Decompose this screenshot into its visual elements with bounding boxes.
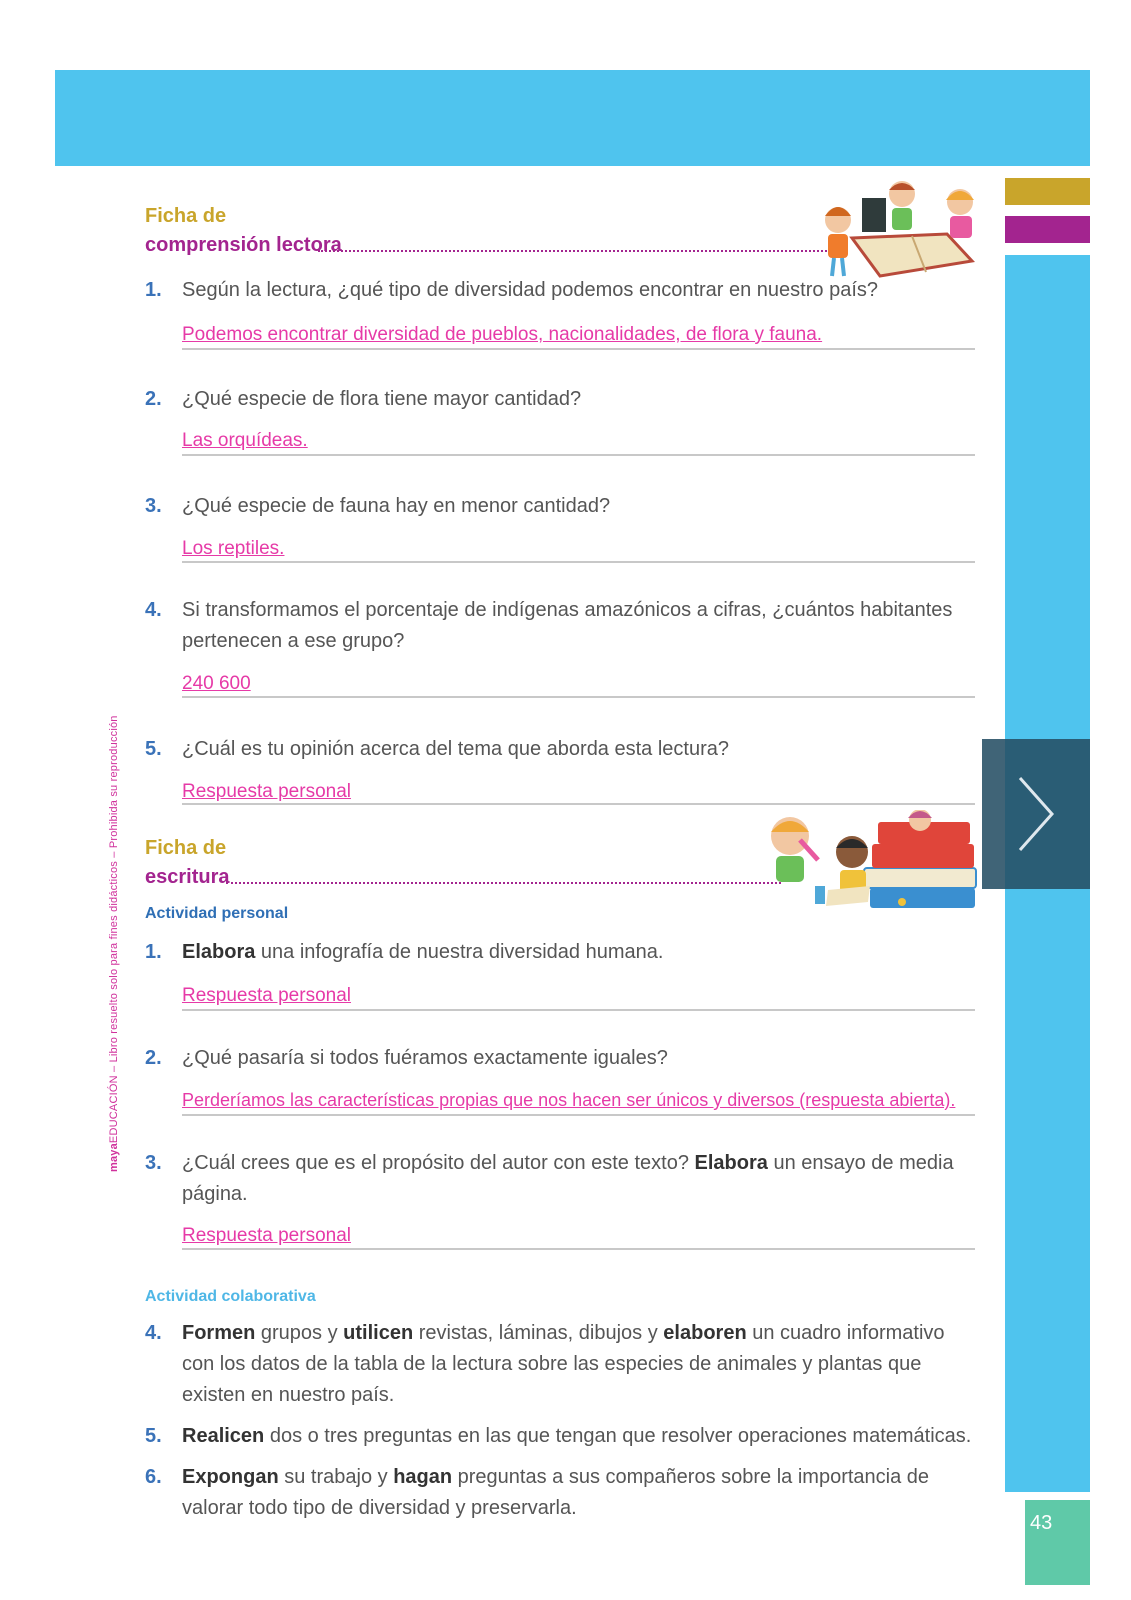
- writing-q3-answer-line: [182, 1248, 975, 1250]
- writing-q1-rest: una infografía de nuestra diversidad humana.: [255, 941, 664, 963]
- reading-q2-answer: Las orquídeas.: [182, 430, 308, 451]
- writing-q4-part3: un cuadro informativo con los datos de la tabla de la lectura sobre las especies de animales y plantas que existen en nuestro país.: [182, 1322, 945, 1406]
- reading-q1-text: Según la lectura, ¿qué tipo de diversidad podemos encontrar en nuestro país?: [182, 279, 878, 301]
- writing-q6-text: [182, 1462, 972, 1524]
- writing-q2-answer-line: [182, 1114, 975, 1116]
- reading-q3-answer-line: [182, 561, 975, 563]
- writing-q3-number: 3.: [145, 1152, 162, 1174]
- page-number: 43: [1030, 1512, 1053, 1534]
- reading-q4-number: 4.: [145, 599, 162, 621]
- writing-title-line1: Ficha de: [145, 837, 227, 859]
- writing-q4-part1: grupos y: [255, 1322, 344, 1344]
- reading-q2-text: ¿Qué especie de flora tiene mayor cantidad?: [182, 388, 582, 410]
- writing-q5-verb: Realicen: [182, 1425, 265, 1447]
- reading-q5-answer-line: [182, 803, 975, 805]
- writing-q3-text: [182, 1148, 972, 1210]
- writing-q4-text: [182, 1318, 977, 1411]
- writing-q2-text: ¿Qué pasaría si todos fuéramos exactamente iguales?: [182, 1047, 668, 1069]
- reading-dotted-rule: [318, 250, 838, 252]
- writing-q1-verb: Elabora: [182, 941, 256, 963]
- writing-q6-number: 6.: [145, 1466, 162, 1488]
- writing-q3-part2: un ensayo de media página.: [182, 1152, 954, 1205]
- reading-q2-number: 2.: [145, 388, 162, 410]
- reading-q1-answer-line: [182, 348, 975, 350]
- chevron-right-icon: [1014, 774, 1058, 854]
- writing-q6-verb2: hagan: [393, 1466, 453, 1488]
- writing-q4-part2: revistas, láminas, dibujos y: [413, 1322, 664, 1344]
- reading-title-line2: comprensión lectora: [145, 234, 342, 256]
- writing-q2-number: 2.: [145, 1047, 162, 1069]
- reading-q3-number: 3.: [145, 495, 162, 517]
- header-band: [55, 70, 1090, 166]
- writing-q4-verb2: utilicen: [343, 1322, 414, 1344]
- copyright-note: [108, 715, 120, 1172]
- collaborative-activity-label: Actividad colaborativa: [145, 1288, 316, 1305]
- writing-q1-text: [182, 937, 982, 968]
- writing-q1-answer-line: [182, 1009, 975, 1011]
- reading-q3-answer: Los reptiles.: [182, 538, 285, 559]
- writing-q5-rest: dos o tres preguntas en las que tengan que resolver operaciones matemáticas.: [264, 1425, 972, 1447]
- writing-q3-answer: Respuesta personal: [182, 1225, 351, 1246]
- writing-title-line2: escritura: [145, 866, 230, 888]
- reading-q4-answer: 240 600: [182, 673, 251, 694]
- personal-activity-label: Actividad personal: [145, 905, 289, 922]
- writing-q5-number: 5.: [145, 1425, 162, 1447]
- reading-q4-text: Si transformamos el porcentaje de indígenas amazónicos a cifras, ¿cuántos habitantes pertenecen a ese grupo?: [182, 599, 953, 652]
- writing-q3-verb: Elabora: [694, 1152, 768, 1174]
- writing-q3-part1: ¿Cuál crees que es el propósito del autor con este texto?: [182, 1152, 695, 1174]
- writing-section-title: [145, 834, 230, 892]
- magenta-tab: [1005, 216, 1090, 243]
- reading-title-line1: Ficha de: [145, 205, 227, 227]
- gold-tab: [1005, 178, 1090, 205]
- writing-q4-number: 4.: [145, 1322, 162, 1344]
- reading-q4-answer-line: [182, 696, 975, 698]
- reading-q3-text: ¿Qué especie de fauna hay en menor cantidad?: [182, 495, 611, 517]
- kids-books-illustration: [760, 810, 982, 910]
- brand-name: maya: [108, 1143, 120, 1172]
- copyright-text: EDUCACIÓN – Libro resuelto solo para fines didácticos – Prohibida su reproducción: [108, 715, 120, 1144]
- writing-q1-answer: Respuesta personal: [182, 985, 351, 1006]
- writing-dotted-rule: [226, 882, 781, 884]
- writing-q1-number: 1.: [145, 941, 162, 963]
- writing-q4-verb1: Formen: [182, 1322, 256, 1344]
- reading-q1-number: 1.: [145, 279, 162, 301]
- writing-q6-part1: su trabajo y: [278, 1466, 394, 1488]
- reading-q5-answer: Respuesta personal: [182, 781, 351, 802]
- reading-q1-answer: Podemos encontrar diversidad de pueblos, nacionalidades, de flora y fauna.: [182, 324, 823, 345]
- writing-q4-verb3: elaboren: [663, 1322, 747, 1344]
- writing-q6-verb1: Expongan: [182, 1466, 279, 1488]
- reading-section-title: [145, 202, 342, 260]
- writing-q2-answer: Perderíamos las características propias que nos hacen ser únicos y diversos (respuesta abierta).: [182, 1090, 956, 1110]
- kids-reading-illustration: [822, 176, 980, 282]
- writing-q6-part2: preguntas a sus compañeros sobre la importancia de valorar todo tipo de diversidad y preservarla.: [182, 1466, 930, 1519]
- reading-q5-text: ¿Cuál es tu opinión acerca del tema que aborda esta lectura?: [182, 738, 730, 760]
- reading-q2-answer-line: [182, 454, 975, 456]
- reading-q5-number: 5.: [145, 738, 162, 760]
- writing-q5-text: [182, 1421, 982, 1452]
- next-page-button[interactable]: [982, 739, 1090, 889]
